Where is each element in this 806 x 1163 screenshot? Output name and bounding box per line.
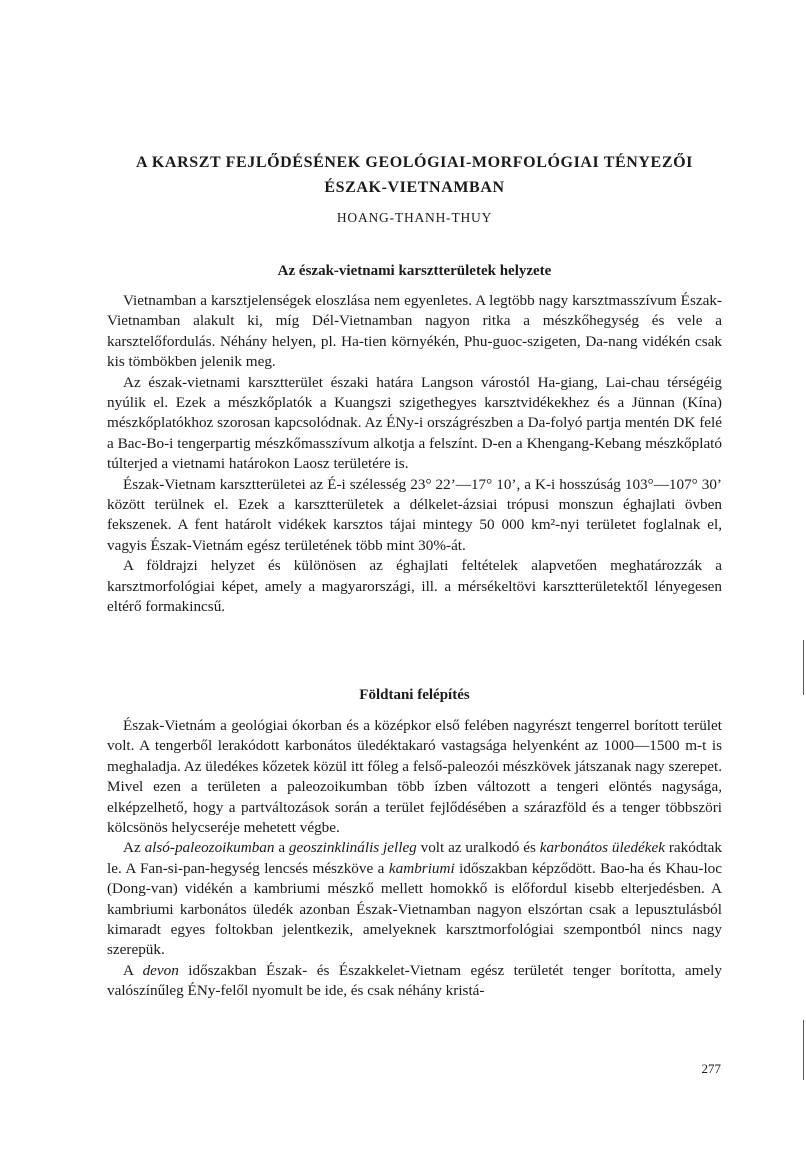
page-number: 277 [701, 1061, 721, 1076]
paragraph [107, 961, 722, 1002]
paragraph [107, 838, 722, 960]
italic-term: alsó-paleozoikumban [144, 839, 275, 857]
text-run: időszakban képződött. Bao-ha és Khau-loc (Dong-van) vidékén a kambriumi mészkő mellett homokkő is előfordul kisebb elterjedésben. A kambriumi karbonátos üledék azonban Észak-Vietnamban nagyon elszórtan csak a lepusztulásból kimaradt egyes foltokban jelentkezik, amelyeknek karsztmorfológiai szempontból nincs nagy szerepük. [107, 859, 723, 959]
paragraph: Vietnamban a karsztjelenségek eloszlása nem egyenletes. A legtöbb nagy karsztmasszívum Észak-Vietnamban alakult ki, míg Dél-Vietnamban nagyon ritka a mészkőhegység és vele a karsztelőfordulás. Néhány helyen, pl. Ha-tien környékén, Phu-guoc-szigeten, Da-nang vidékén csak kis tömbökben jelenik meg. [107, 292, 722, 371]
paragraph: A földrajzi helyzet és különösen az éghajlati feltételek alapvetően meghatározzák a karsztmorfológiai képet, amely a magyarországi, ill. a mérsékeltövi karsztterületektől lényegesen eltérő formakincsű. [107, 557, 722, 616]
italic-term: geoszinklinális jelleg [288, 839, 417, 857]
section-heading-location: Az észak-vietnami karsztterületek helyzete [277, 263, 552, 279]
article-title-line-2: ÉSZAK-VIETNAMBAN [324, 179, 505, 196]
author-name: HOANG-THANH-THUY [336, 210, 493, 225]
scan-margin-line [803, 640, 804, 695]
text-run: volt az uralkodó és [416, 839, 540, 857]
italic-term: devon [142, 961, 179, 979]
section-body-location [107, 291, 722, 618]
article-title [107, 150, 722, 200]
section-heading-geology: Földtani felépítés [359, 687, 470, 703]
scan-margin-line [803, 1020, 804, 1080]
text-run: A [123, 961, 143, 979]
italic-term: kambriumi [388, 859, 455, 877]
italic-term: karbonátos üledékek [539, 839, 666, 857]
text-run: időszakban Észak- és Északkelet-Vietnam egész területét tenger borította, amely valószínűleg ÉNy-felől nyomult be ide, és csak néhány kristá- [107, 961, 722, 1000]
text-run: a [274, 839, 289, 857]
paragraph: Az észak-vietnami karsztterület északi határa Langson várostól Ha-giang, Lai-chau térségéig nyúlik el. Ezek a mészkőplatók a Kuangszi szigethegyes karsztvidékekhez és a Jünnan (Kína) mészkőplatókhoz szorosan kapcsolódnak. Az ÉNy-i országrészben a Da-folyó partja mentén DK felé a Bac-Bo-i tengerpartig mészkőmasszívum alkotja a felszínt. D-en a Khengang-Kebang mészkőplató túlterjed a vietnami határokon Laosz területére is. [107, 373, 722, 473]
text-run: Az [123, 839, 145, 857]
text-run: rakódtak le. A Fan-si-pan-hegység lencsés mészköve a [107, 839, 722, 877]
section-body-geology [107, 716, 722, 1002]
paragraph: Észak-Vietnám a geológiai ókorban és a középkor első felében nagyrészt tengerrel borított terület volt. A tengerből lerakódott karbonátos üledéktakaró vastagsága helyenként az 1000—1500 m-t is meghaladja. Az üledékes kőzetek közül itt főleg a felső-paleozói mészkövek játszanak nagy szerepet. Mivel ezen a területen a paleozoikumban több ízben változott a tengeri elöntés nagysága, elképzelhető, hogy a partváltozások során a terület fejlődésében a szárazföld és a tenger többszöri kölcsönös helycseréje mehetett végbe. [107, 717, 722, 837]
article-title-line-1: A KARSZT FEJLŐDÉSÉNEK GEOLÓGIAI-MORFOLÓGIAI TÉNYEZŐI [136, 154, 693, 171]
paragraph: Észak-Vietnam karsztterületei az É-i szélesség 23° 22’—17° 10’, a K-i hosszúság 103°—107° 30’ között terülnek el. Ezek a karsztterületek a délkelet-ázsiai trópusi monszun éghajlati övben fekszenek. A fent határolt vidékek karsztos tájai mintegy 50 000 km²-nyi területet foglalnak el, vagyis Észak-Vietnám egész területének több mint 30%-át. [107, 475, 722, 554]
